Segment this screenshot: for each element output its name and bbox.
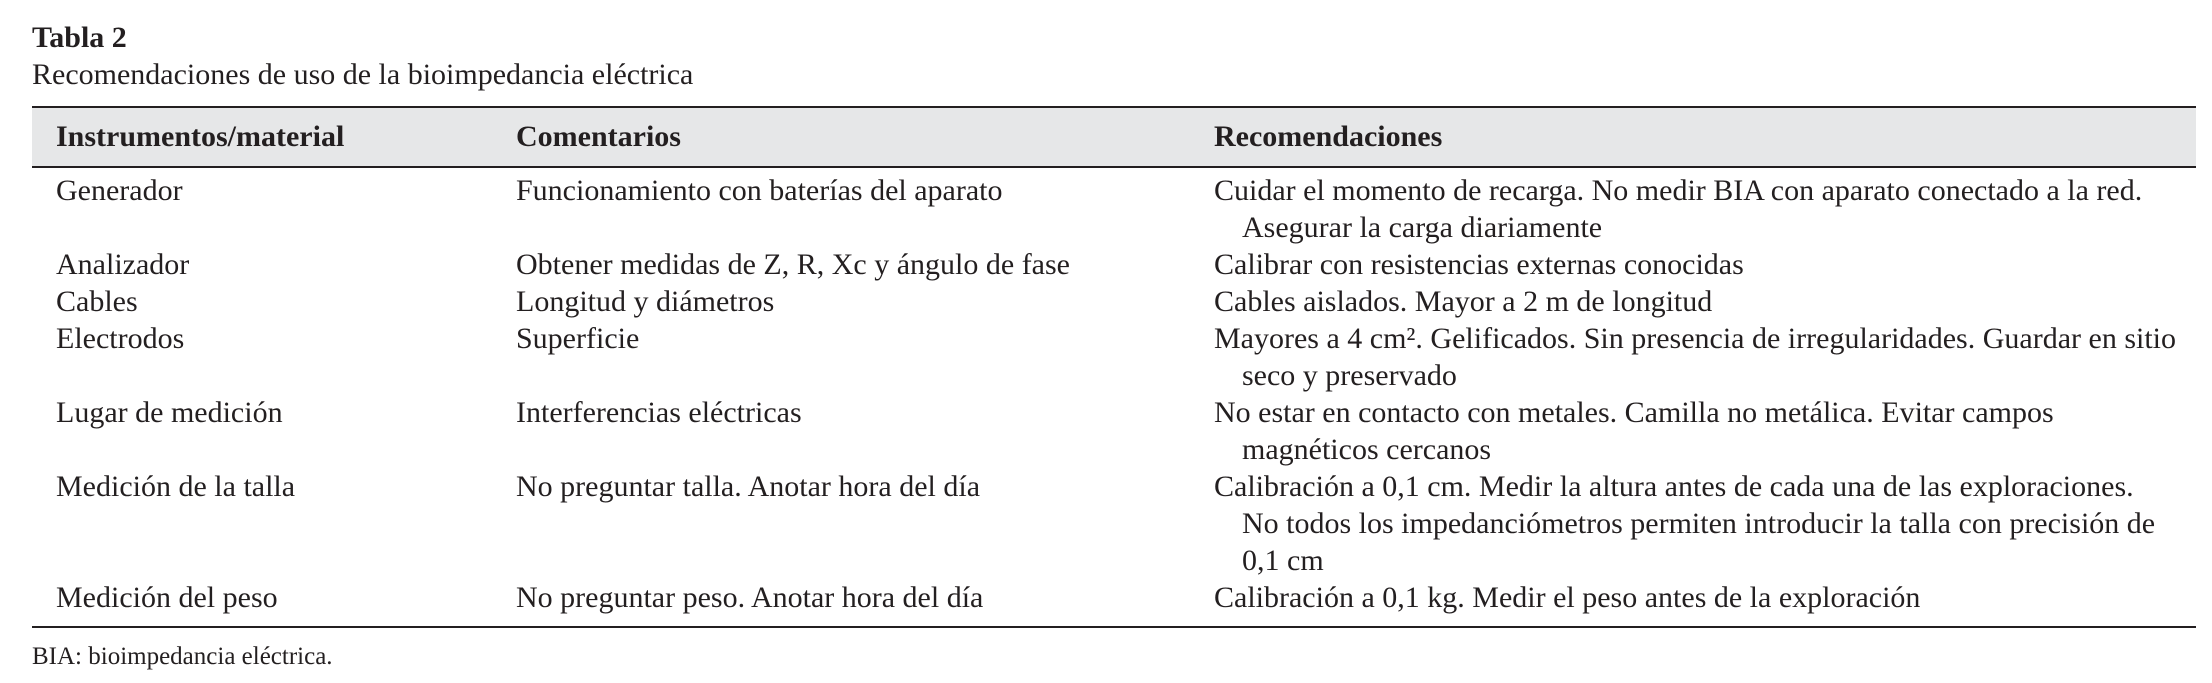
cell-comment: Longitud y diámetros xyxy=(516,285,775,318)
table-row xyxy=(32,579,2196,627)
cell-recommendation: Calibración a 0,1 kg. Medir el peso antes de la exploración xyxy=(1214,581,1921,614)
cell-recommendation: Calibración a 0,1 cm. Medir la altura antes de cada una de las exploraciones. No todos los impedanciómetros permiten introducir la talla con precisión de 0,1 cm xyxy=(1214,470,2156,577)
cell-comment: No preguntar talla. Anotar hora del día xyxy=(516,470,981,503)
table-header xyxy=(32,107,2196,167)
table-row xyxy=(32,167,2196,246)
column-header-recommendations: Recomendaciones xyxy=(1214,120,1443,153)
table-body xyxy=(32,167,2196,627)
cell-instrument: Generador xyxy=(56,174,183,207)
table-label: Tabla 2 xyxy=(32,21,127,54)
cell-recommendation: Calibrar con resistencias externas conocidas xyxy=(1214,248,1744,281)
table-figure xyxy=(32,20,2196,672)
cell-recommendation: Mayores a 4 cm². Gelificados. Sin presencia de irregularidades. Guardar en sitio seco y preservado xyxy=(1214,322,2176,392)
cell-comment: Interferencias eléctricas xyxy=(516,396,802,429)
recommendations-table xyxy=(32,106,2196,628)
cell-instrument: Cables xyxy=(56,285,138,318)
cell-comment: No preguntar peso. Anotar hora del día xyxy=(516,581,984,614)
cell-comment: Funcionamiento con baterías del aparato xyxy=(516,174,1003,207)
header-row xyxy=(32,107,2196,167)
table-row xyxy=(32,468,2196,579)
table-caption: Recomendaciones de uso de la bioimpedancia eléctrica xyxy=(32,58,694,91)
table-row xyxy=(32,246,2196,283)
cell-comment: Obtener medidas de Z, R, Xc y ángulo de fase xyxy=(516,248,1070,281)
column-header-instruments: Instrumentos/material xyxy=(56,120,345,153)
cell-recommendation: Cables aislados. Mayor a 2 m de longitud xyxy=(1214,285,1713,318)
cell-comment: Superficie xyxy=(516,322,640,355)
cell-instrument: Lugar de medición xyxy=(56,396,283,429)
cell-instrument: Medición de la talla xyxy=(56,470,296,503)
cell-instrument: Electrodos xyxy=(56,322,185,355)
column-header-comments: Comentarios xyxy=(516,120,681,153)
table-footnote: BIA: bioimpedancia eléctrica. xyxy=(32,643,333,670)
cell-recommendation: No estar en contacto con metales. Camilla no metálica. Evitar campos magnéticos cercanos xyxy=(1214,396,2054,466)
cell-recommendation: Cuidar el momento de recarga. No medir BIA con aparato conectado a la red. Asegurar la carga diariamente xyxy=(1214,174,2143,244)
cell-instrument: Medición del peso xyxy=(56,581,278,614)
table-row xyxy=(32,320,2196,394)
cell-instrument: Analizador xyxy=(56,248,190,281)
table-row xyxy=(32,394,2196,468)
table-row xyxy=(32,283,2196,320)
